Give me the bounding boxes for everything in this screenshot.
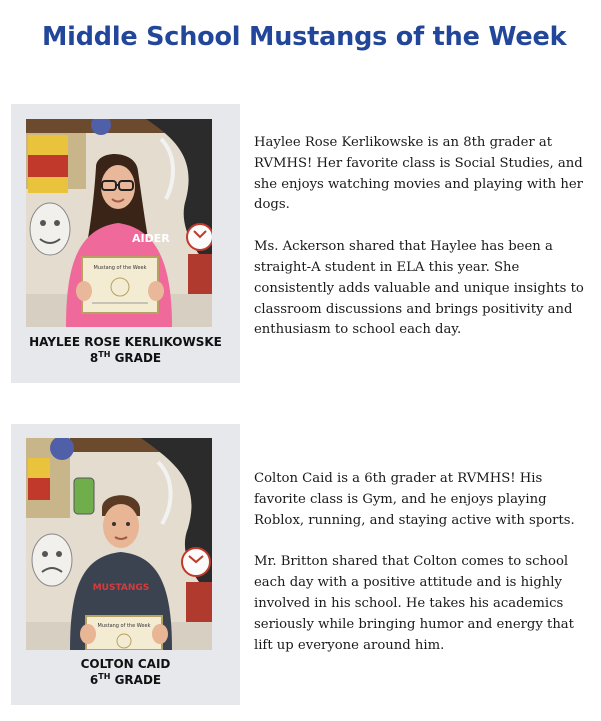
bio-paragraph: Mr. Britton shared that Colton comes to school each day with a positive attitude and is highly involved in his school. He takes his academics seriously while bringing humor and energy that lift up everyone around him. — [254, 554, 574, 653]
page-title: Middle School Mustangs of the Week — [42, 22, 567, 52]
bio-paragraph: Colton Caid is a 6th grader at RVMHS! His favorite class is Gym, and he enjoys playing Roblox, running, and staying active with sports. — [254, 471, 575, 528]
student-grade: 6TH GRADE — [89, 672, 162, 687]
student-photo-haylee — [26, 119, 212, 327]
student-name: COLTON CAID — [80, 657, 171, 671]
bio-paragraph: Ms. Ackerson shared that Haylee has been a straight-A student in ELA this year. She consistently adds valuable and unique insights to classroom discussions and brings positivity and enthusiasm to school each day. — [254, 239, 584, 338]
student-photo-colton — [26, 438, 212, 650]
student-caption-haylee — [11, 334, 240, 366]
student-caption-colton — [11, 656, 240, 688]
shirt-text: MUSTANGS — [92, 583, 150, 593]
student-grade: 8TH GRADE — [89, 350, 162, 365]
student-card-haylee — [11, 104, 240, 383]
certificate-text: Mustang of the Week — [97, 623, 151, 629]
certificate-text: Mustang of the Week — [93, 265, 147, 271]
student-bio-haylee — [254, 133, 594, 362]
student-card-colton — [11, 424, 240, 705]
bio-paragraph: Haylee Rose Kerlikowske is an 8th grader at RVMHS! Her favorite class is Social Studies, and she enjoys watching movies and playing with her dogs. — [254, 135, 583, 213]
student-name: HAYLEE ROSE KERLIKOWSKE — [29, 335, 222, 349]
student-bio-colton — [254, 469, 594, 677]
shirt-text: AIDER — [132, 232, 170, 245]
